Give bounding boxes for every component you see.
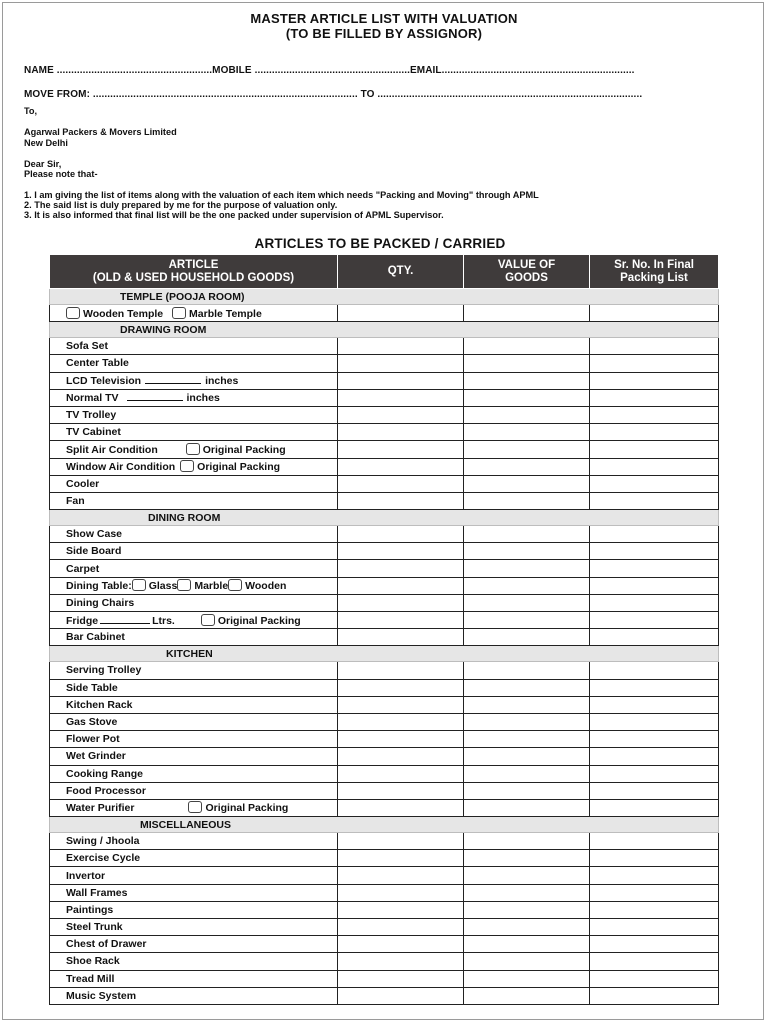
table-row <box>50 884 719 901</box>
article-cell: Cooking Range <box>50 765 338 782</box>
value-cell[interactable] <box>464 560 590 577</box>
qty-cell[interactable] <box>338 799 464 816</box>
article-cell: Water Purifier Original Packing <box>50 799 338 816</box>
srno-cell[interactable] <box>590 867 719 884</box>
category-row-temple <box>50 289 719 305</box>
srno-cell[interactable] <box>590 338 719 355</box>
email-field[interactable]: ................................................................... <box>441 65 635 76</box>
letter-point: 3. It is also informed that final list will be the one packed under supervision of APML Supervisor. <box>24 210 444 220</box>
qty-cell[interactable] <box>338 372 464 389</box>
table-row <box>50 594 719 611</box>
article-cell: Chest of Drawer <box>50 936 338 953</box>
value-cell[interactable] <box>464 936 590 953</box>
srno-cell[interactable] <box>590 987 719 1004</box>
table-row <box>50 406 719 423</box>
value-cell[interactable] <box>464 441 590 458</box>
header-qty: QTY. <box>338 255 464 289</box>
srno-cell[interactable] <box>590 799 719 816</box>
table-row <box>50 850 719 867</box>
qty-cell[interactable] <box>338 543 464 560</box>
qty-cell[interactable] <box>338 782 464 799</box>
value-cell[interactable] <box>464 901 590 918</box>
value-cell[interactable] <box>464 953 590 970</box>
table-row <box>50 526 719 543</box>
qty-cell[interactable] <box>338 833 464 850</box>
table-header-row <box>50 255 719 289</box>
checkbox[interactable] <box>228 579 242 591</box>
srno-cell[interactable] <box>590 406 719 423</box>
name-label: NAME <box>24 65 54 76</box>
table-row <box>50 492 719 509</box>
move-fields <box>24 89 642 100</box>
qty-cell[interactable] <box>338 884 464 901</box>
article-cell: Sofa Set <box>50 338 338 355</box>
qty-cell[interactable] <box>338 458 464 475</box>
category-row-kitchen <box>50 646 719 662</box>
srno-cell[interactable] <box>590 629 719 646</box>
table-row <box>50 424 719 441</box>
value-cell[interactable] <box>464 458 590 475</box>
table-row <box>50 372 719 389</box>
value-cell[interactable] <box>464 833 590 850</box>
value-cell[interactable] <box>464 987 590 1004</box>
checkbox[interactable] <box>132 579 146 591</box>
srno-cell[interactable] <box>590 833 719 850</box>
table-row <box>50 305 719 322</box>
letter-company: Agarwal Packers & Movers Limited <box>24 127 177 137</box>
table-row <box>50 987 719 1004</box>
value-cell[interactable] <box>464 594 590 611</box>
article-cell: Swing / Jhoola <box>50 833 338 850</box>
value-cell[interactable] <box>464 782 590 799</box>
checkbox[interactable] <box>201 614 215 626</box>
article-cell: Serving Trolley <box>50 662 338 679</box>
table-row <box>50 782 719 799</box>
table-row <box>50 970 719 987</box>
article-cell: LCD Television inches <box>50 372 338 389</box>
article-cell: Tread Mill <box>50 970 338 987</box>
value-cell[interactable] <box>464 305 590 322</box>
category-row-drawing <box>50 322 719 338</box>
checkbox[interactable] <box>186 443 200 455</box>
value-cell[interactable] <box>464 731 590 748</box>
category-row-dining <box>50 510 719 526</box>
value-cell[interactable] <box>464 424 590 441</box>
srno-cell[interactable] <box>590 305 719 322</box>
article-cell: Wet Grinder <box>50 748 338 765</box>
table-row <box>50 560 719 577</box>
table-row <box>50 355 719 372</box>
qty-cell[interactable] <box>338 970 464 987</box>
table-row <box>50 936 719 953</box>
qty-cell[interactable] <box>338 406 464 423</box>
value-cell[interactable] <box>464 884 590 901</box>
qty-cell[interactable] <box>338 424 464 441</box>
header-srno: Sr. No. In Final Packing List <box>590 255 719 289</box>
qty-cell[interactable] <box>338 475 464 492</box>
checkbox[interactable] <box>188 801 202 813</box>
srno-cell[interactable] <box>590 679 719 696</box>
letter-greeting: Dear Sir, <box>24 159 62 169</box>
srno-cell[interactable] <box>590 713 719 730</box>
srno-cell[interactable] <box>590 424 719 441</box>
article-cell: Center Table <box>50 355 338 372</box>
inch-blank[interactable] <box>127 391 183 401</box>
article-cell: Food Processor <box>50 782 338 799</box>
value-cell[interactable] <box>464 748 590 765</box>
table-row <box>50 679 719 696</box>
table-row <box>50 901 719 918</box>
letter-point: 2. The said list is duly prepared by me for the purpose of valuation only. <box>24 200 338 210</box>
srno-cell[interactable] <box>590 577 719 594</box>
table-row <box>50 612 719 629</box>
qty-cell[interactable] <box>338 936 464 953</box>
srno-cell[interactable] <box>590 458 719 475</box>
table-row <box>50 748 719 765</box>
article-cell: Carpet <box>50 560 338 577</box>
qty-cell[interactable] <box>338 441 464 458</box>
category-label: DRAWING ROOM <box>50 322 719 338</box>
move-from-label: MOVE FROM: <box>24 89 90 100</box>
qty-cell[interactable] <box>338 338 464 355</box>
article-cell: Shoe Rack <box>50 953 338 970</box>
article-cell: Show Case <box>50 526 338 543</box>
srno-cell[interactable] <box>590 355 719 372</box>
value-cell[interactable] <box>464 662 590 679</box>
article-cell: Flower Pot <box>50 731 338 748</box>
article-cell: Normal TV inches <box>50 389 338 406</box>
table-row <box>50 953 719 970</box>
article-cell: Kitchen Rack <box>50 696 338 713</box>
value-cell[interactable] <box>464 612 590 629</box>
value-cell[interactable] <box>464 577 590 594</box>
article-cell: Split Air Condition Original Packing <box>50 441 338 458</box>
letter-city: New Delhi <box>24 138 68 148</box>
value-cell[interactable] <box>464 696 590 713</box>
qty-cell[interactable] <box>338 713 464 730</box>
article-cell: Steel Trunk <box>50 919 338 936</box>
table-row <box>50 389 719 406</box>
checkbox[interactable] <box>172 307 186 319</box>
category-label: TEMPLE (POOJA ROOM) <box>50 289 719 305</box>
article-cell: Side Board <box>50 543 338 560</box>
srno-cell[interactable] <box>590 389 719 406</box>
table-row <box>50 475 719 492</box>
litre-blank[interactable] <box>100 614 150 624</box>
move-from-field[interactable]: ............................................................................................ <box>92 89 358 100</box>
category-label: MISCELLANEOUS <box>50 817 719 833</box>
value-cell[interactable] <box>464 919 590 936</box>
qty-cell[interactable] <box>338 355 464 372</box>
value-cell[interactable] <box>464 406 590 423</box>
value-cell[interactable] <box>464 543 590 560</box>
qty-cell[interactable] <box>338 867 464 884</box>
value-cell[interactable] <box>464 867 590 884</box>
table-row <box>50 731 719 748</box>
mobile-label: MOBILE <box>212 65 252 76</box>
qty-cell[interactable] <box>338 901 464 918</box>
move-to-field[interactable]: ............................................................................................ <box>377 89 643 100</box>
qty-cell[interactable] <box>338 765 464 782</box>
contact-fields <box>24 65 634 76</box>
value-cell[interactable] <box>464 850 590 867</box>
letter-to: To, <box>24 106 38 116</box>
table-row <box>50 765 719 782</box>
qty-cell[interactable] <box>338 731 464 748</box>
srno-cell[interactable] <box>590 919 719 936</box>
srno-cell[interactable] <box>590 594 719 611</box>
srno-cell[interactable] <box>590 765 719 782</box>
article-cell: Gas Stove <box>50 713 338 730</box>
qty-cell[interactable] <box>338 492 464 509</box>
move-to-label: TO <box>360 89 375 100</box>
table-row <box>50 919 719 936</box>
qty-cell[interactable] <box>338 389 464 406</box>
value-cell[interactable] <box>464 526 590 543</box>
value-cell[interactable] <box>464 799 590 816</box>
qty-cell[interactable] <box>338 526 464 543</box>
article-cell: Side Table <box>50 679 338 696</box>
qty-cell[interactable] <box>338 612 464 629</box>
inch-blank[interactable] <box>145 374 201 384</box>
articles-table <box>49 254 719 1005</box>
qty-cell[interactable] <box>338 560 464 577</box>
value-cell[interactable] <box>464 492 590 509</box>
srno-cell[interactable] <box>590 850 719 867</box>
srno-cell[interactable] <box>590 475 719 492</box>
qty-cell[interactable] <box>338 662 464 679</box>
article-cell: Fan <box>50 492 338 509</box>
table-row <box>50 662 719 679</box>
value-cell[interactable] <box>464 970 590 987</box>
article-cell: Fridge Ltrs. Original Packing <box>50 612 338 629</box>
article-cell: TV Trolley <box>50 406 338 423</box>
value-cell[interactable] <box>464 389 590 406</box>
article-cell: TV Cabinet <box>50 424 338 441</box>
table-row <box>50 867 719 884</box>
category-row-misc <box>50 817 719 833</box>
qty-cell[interactable] <box>338 919 464 936</box>
article-cell: Dining Chairs <box>50 594 338 611</box>
qty-cell[interactable] <box>338 850 464 867</box>
value-cell[interactable] <box>464 338 590 355</box>
srno-cell[interactable] <box>590 696 719 713</box>
header-value: VALUE OF GOODS <box>464 255 590 289</box>
section-title: ARTICLES TO BE PACKED / CARRIED <box>254 236 506 251</box>
article-cell: Invertor <box>50 867 338 884</box>
page-title: MASTER ARTICLE LIST WITH VALUATION <box>250 11 518 26</box>
article-cell: Bar Cabinet <box>50 629 338 646</box>
table-row <box>50 458 719 475</box>
checkbox[interactable] <box>66 307 80 319</box>
qty-cell[interactable] <box>338 305 464 322</box>
qty-cell[interactable] <box>338 696 464 713</box>
qty-cell[interactable] <box>338 577 464 594</box>
srno-cell[interactable] <box>590 543 719 560</box>
value-cell[interactable] <box>464 765 590 782</box>
article-cell: Wooden Temple Marble Temple <box>50 305 338 322</box>
qty-cell[interactable] <box>338 953 464 970</box>
article-cell: Wall Frames <box>50 884 338 901</box>
srno-cell[interactable] <box>590 560 719 577</box>
srno-cell[interactable] <box>590 970 719 987</box>
srno-cell[interactable] <box>590 662 719 679</box>
table-row <box>50 713 719 730</box>
value-cell[interactable] <box>464 355 590 372</box>
mobile-field[interactable]: ...................................................... <box>254 65 410 76</box>
srno-cell[interactable] <box>590 372 719 389</box>
srno-cell[interactable] <box>590 901 719 918</box>
srno-cell[interactable] <box>590 526 719 543</box>
name-field[interactable]: ...................................................... <box>56 65 213 76</box>
header-article: ARTICLE (OLD & USED HOUSEHOLD GOODS) <box>50 255 338 289</box>
qty-cell[interactable] <box>338 987 464 1004</box>
value-cell[interactable] <box>464 475 590 492</box>
email-label: EMAIL <box>410 65 442 76</box>
srno-cell[interactable] <box>590 612 719 629</box>
table-row <box>50 833 719 850</box>
qty-cell[interactable] <box>338 748 464 765</box>
table-row <box>50 441 719 458</box>
table-row <box>50 577 719 594</box>
page-subtitle: (TO BE FILLED BY ASSIGNOR) <box>285 26 483 41</box>
srno-cell[interactable] <box>590 492 719 509</box>
checkbox[interactable] <box>180 460 194 472</box>
value-cell[interactable] <box>464 679 590 696</box>
qty-cell[interactable] <box>338 629 464 646</box>
table-row <box>50 696 719 713</box>
qty-cell[interactable] <box>338 594 464 611</box>
value-cell[interactable] <box>464 629 590 646</box>
article-cell: Dining Table: Glass Marble Wooden <box>50 577 338 594</box>
srno-cell[interactable] <box>590 884 719 901</box>
value-cell[interactable] <box>464 713 590 730</box>
article-cell: Music System <box>50 987 338 1004</box>
letter-intro: Please note that- <box>24 169 98 179</box>
srno-cell[interactable] <box>590 782 719 799</box>
srno-cell[interactable] <box>590 441 719 458</box>
category-label: KITCHEN <box>50 646 719 662</box>
table-row <box>50 338 719 355</box>
table-row <box>50 543 719 560</box>
letter-point: 1. I am giving the list of items along with the valuation of each item which needs "Packing and Moving" through APML <box>24 190 539 200</box>
srno-cell[interactable] <box>590 953 719 970</box>
article-cell: Paintings <box>50 901 338 918</box>
article-cell: Cooler <box>50 475 338 492</box>
table-row <box>50 629 719 646</box>
qty-cell[interactable] <box>338 679 464 696</box>
srno-cell[interactable] <box>590 936 719 953</box>
value-cell[interactable] <box>464 372 590 389</box>
article-cell: Window Air Condition Original Packing <box>50 458 338 475</box>
srno-cell[interactable] <box>590 731 719 748</box>
table-row <box>50 799 719 816</box>
checkbox[interactable] <box>177 579 191 591</box>
srno-cell[interactable] <box>590 748 719 765</box>
article-cell: Exercise Cycle <box>50 850 338 867</box>
category-label: DINING ROOM <box>50 510 719 526</box>
